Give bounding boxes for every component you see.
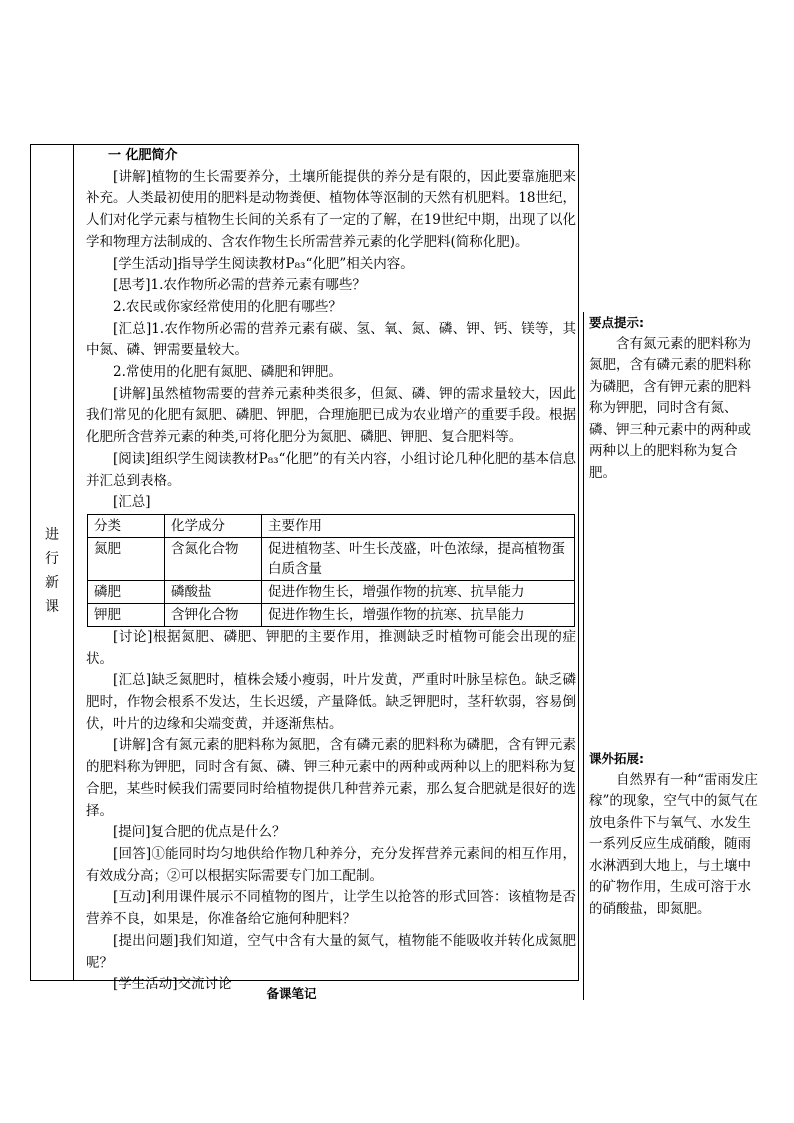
side-label-char: 课 <box>45 599 59 615</box>
table-cell: 钾肥 <box>88 603 165 626</box>
side-label-char: 新 <box>45 575 59 591</box>
extension-title: 课外拓展: <box>589 751 644 766</box>
paragraph: [讨论]根据氮肥、磷肥、钾肥的主要作用，推测缺乏时植物可能会出现的症状。 <box>86 628 576 667</box>
table-cell: 促进作物生长，增强作物的抗寒、抗旱能力 <box>262 603 575 626</box>
footer-label: 备课笔记 <box>266 986 317 1001</box>
extension-note <box>589 748 761 920</box>
extension-text: 自然界有一种“雷雨发庄稼”的现象，空气中的氮气在放电条件下与氧气、水发生一系列反应生成硝酸，随雨水淋洒到大地上，与土壤中的矿物作用，生成可溶于水的硝酸盐，即氮肥。 <box>589 771 758 917</box>
table-cell: 磷肥 <box>88 580 165 603</box>
paragraph: [回答]①能同时均匀地供给作物几种养分，充分发挥营养元素间的相互作用，有效成分高；②可以根据实际需要专门加工配制。 <box>86 845 576 884</box>
paragraph: 2.农民或你家经常使用的化肥有哪些？ <box>113 298 342 315</box>
side-label <box>30 523 74 619</box>
table-row <box>88 537 575 580</box>
key-points-note <box>589 312 761 484</box>
margin-divider <box>583 312 584 1000</box>
paragraph: [学生活动]指导学生阅读教材P₈₃“化肥”相关内容。 <box>113 255 414 272</box>
key-points-title: 要点提示: <box>589 315 644 330</box>
paragraph: 2.常使用的化肥有氮肥、磷肥和钾肥。 <box>113 364 342 381</box>
paragraph: [思考]1.农作物所必需的营养元素有哪些？ <box>113 277 366 294</box>
table-header: 分类 <box>88 514 165 537</box>
table-header: 化学成分 <box>165 514 262 537</box>
table-header-row <box>88 514 575 537</box>
key-points-text: 含有氮元素的肥料称为氮肥，含有磷元素的肥料称为磷肥，含有钾元素的肥料称为钾肥，同时含有氮、磷、钾三种元素中的两种或两种以上的肥料称为复合肥。 <box>589 335 751 481</box>
table-cell: 磷酸盐 <box>165 580 262 603</box>
table-row <box>88 603 575 626</box>
paragraph: [提问]复合肥的优点是什么？ <box>113 824 286 841</box>
table-cell: 氮肥 <box>88 537 165 580</box>
paragraph: [汇总]缺乏氮肥时，植株会矮小瘦弱，叶片发黄，严重时叶脉呈棕色。缺乏磷肥时，作物会根系不发达，生长迟缓，产量降低。缺乏钾肥时，茎秆软弱，容易倒伏，叶片的边缘和尖端变黄，并逐渐焦枯。 <box>86 672 576 732</box>
paragraph: [讲解]含有氮元素的肥料称为氮肥，含有磷元素的肥料称为磷肥，含有钾元素的肥料称为钾肥，同时含有氮、磷、钾三种元素中的两种或两种以上的肥料称为复合肥，某些时候我们需要同时给植物提供几种营养元素，那么复合肥就是很好的选择。 <box>86 737 576 819</box>
lesson-content <box>86 145 576 996</box>
paragraph: [学生活动]交流讨论 <box>113 976 232 993</box>
paragraph: [讲解]虽然植物需要的营养元素种类很多，但氮、磷、钾的需求量较大，因此我们常见的化肥有氮肥、磷肥、钾肥，合理施肥已成为农业增产的重要手段。根据化肥所含营养元素的种类,可将化肥分为氮肥、磷肥、钾肥、复合肥料等。 <box>86 385 576 446</box>
side-label-char: 进 <box>45 527 59 543</box>
fertilizer-table <box>87 514 575 627</box>
table-cell: 促进作物生长，增强作物的抗寒、抗旱能力 <box>262 580 575 603</box>
paragraph: [讲解]植物的生长需要养分，土壤所能提供的养分是有限的，因此要靠施肥来补充。人类最初使用的肥料是动物粪便、植物体等沤制的天然有机肥料。18世纪，人们对化学元素与植物生长间的关系有了一定的了解，在19世纪中期，出现了以化学和物理方法制成的、含农作物生长所需营养元素的化学肥料(简称化肥)。 <box>86 168 576 250</box>
table-header: 主要作用 <box>262 514 575 537</box>
table-cell: 含钾化合物 <box>165 603 262 626</box>
side-label-char: 行 <box>45 551 59 567</box>
paragraph: [阅读]组织学生阅读教材P₈₃“化肥”的有关内容，小组讨论几种化肥的基本信息并汇总到表格。 <box>86 450 576 489</box>
table-cell: 含氮化合物 <box>165 537 262 580</box>
paragraph: [提出问题]我们知道，空气中含有大量的氮气，植物能不能吸收并转化成氮肥呢？ <box>86 932 576 971</box>
table-row <box>88 580 575 603</box>
paragraph: [汇总] <box>113 494 151 511</box>
section-title: 一 化肥简介 <box>108 148 178 163</box>
paragraph: [汇总]1.农作物所必需的营养元素有碳、氢、氧、氮、磷、钾、钙、镁等，其中氮、磷、钾需要量较大。 <box>86 320 576 359</box>
table-cell: 促进植物茎、叶生长茂盛，叶色浓绿，提高植物蛋白质含量 <box>262 537 575 580</box>
paragraph: [互动]利用课件展示不同植物的图片，让学生以抢答的形式回答：该植物是否营养不良，如果是，你准备给它施何种肥料？ <box>86 889 576 928</box>
